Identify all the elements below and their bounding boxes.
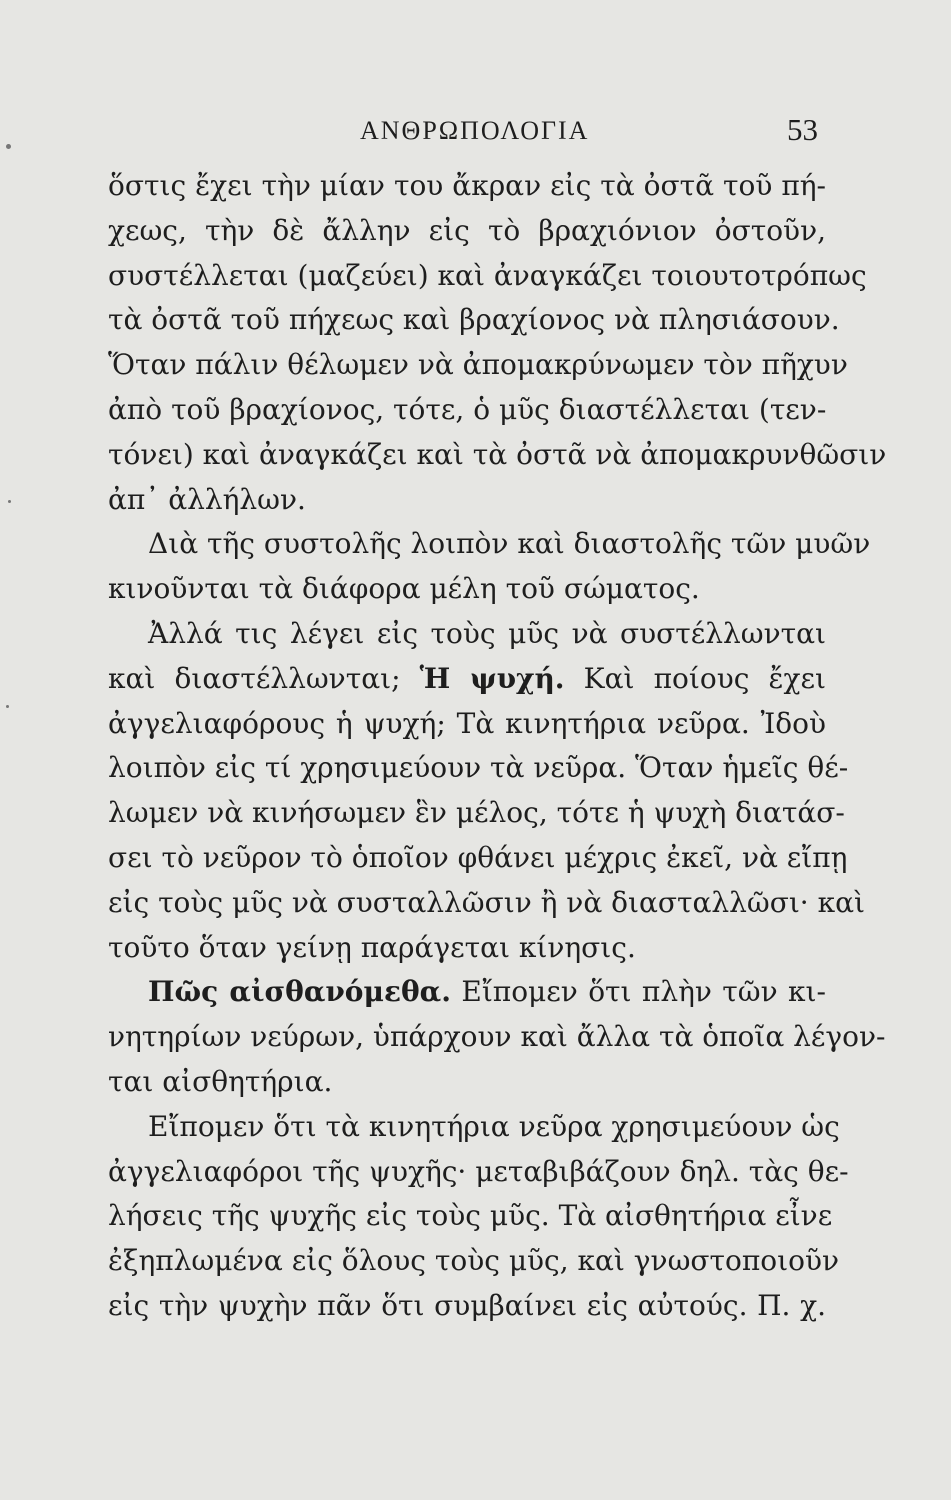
text-line: ἀγγελιαφόροι τῆς ψυχῆς· μεταβιβάζουν δηλ. τὰς θε- xyxy=(108,1154,849,1188)
text-line: εἰς τοὺς μῦς νὰ συσταλλῶσιν ἢ νὰ διασταλλῶσι· καὶ xyxy=(108,885,865,919)
text-line: τὰ ὀστᾶ τοῦ πήχεως καὶ βραχίονος νὰ πλησιάσουν. xyxy=(108,303,840,337)
text-line: κινοῦνται τὰ διάφορα μέλη τοῦ σώματος. xyxy=(108,572,700,606)
text-line: ἀπ᾽ ἀλλήλων. xyxy=(108,482,306,516)
margin-speck xyxy=(8,500,11,503)
running-head-title: ΑΝΘΡΩΠΟΛΟΓΙΑ xyxy=(360,116,590,145)
text-line: ἀπὸ τοῦ βραχίονος, τότε, ὁ μῦς διαστέλλεται (τεν- xyxy=(108,392,827,426)
paragraph xyxy=(108,164,887,522)
text-line: συστέλλεται (μαζεύει) καὶ ἀναγκάζει τοιουτοτρόπως xyxy=(108,258,867,292)
line-text: Καὶ ποίους ἔχει xyxy=(564,661,826,695)
text-line: τόνει) καὶ ἀναγκάζει καὶ τὰ ὀστᾶ νὰ ἀπομακρυνθῶσιν xyxy=(108,437,887,471)
text-line xyxy=(108,657,826,702)
text-line: Εἴπομεν ὅτι τὰ κινητήρια νεῦρα χρησιμεύουν ὡς xyxy=(148,1109,840,1143)
text-line: λήσεις τῆς ψυχῆς εἰς τοὺς μῦς. Τὰ αἰσθητήρια εἶνε xyxy=(108,1199,833,1233)
paragraph xyxy=(108,970,886,1104)
line-text: Εἴπομεν ὅτι πλὴν τῶν κι- xyxy=(450,975,826,1009)
paragraph xyxy=(108,612,865,970)
bold-phrase: Ἡ ψυχή. xyxy=(419,661,565,695)
text-line: χεως, τὴν δὲ ἄλλην εἰς τὸ βραχιόνιον ὀστοῦν, xyxy=(108,213,826,247)
text-line xyxy=(108,970,826,1015)
text-line: Διὰ τῆς συστολῆς λοιπὸν καὶ διαστολῆς τῶν μυῶν xyxy=(148,527,871,561)
text-line: Ἀλλά τις λέγει εἰς τοὺς μῦς νὰ συστέλλωνται xyxy=(148,616,826,650)
body-text xyxy=(108,164,887,1329)
text-line: ται αἰσθητήρια. xyxy=(108,1064,333,1098)
line-text: καὶ διαστέλλωνται; xyxy=(108,661,420,695)
text-line: λωμεν νὰ κινήσωμεν ἓν μέλος, τότε ἡ ψυχὴ διατάσ- xyxy=(108,796,845,830)
text-line: λοιπὸν εἰς τί χρησιμεύουν τὰ νεῦρα. Ὅταν ἡμεῖς θέ- xyxy=(108,751,849,785)
text-line: Ὅταν πάλιν θέλωμεν νὰ ἀπομακρύνωμεν τὸν πῆχυν xyxy=(108,348,848,382)
margin-speck xyxy=(6,705,9,708)
text-line: εἰς τὴν ψυχὴν πᾶν ὅτι συμβαίνει εἰς αὐτούς. Π. χ. xyxy=(108,1288,826,1322)
text-line: ἐξηπλωμένα εἰς ὅλους τοὺς μῦς, καὶ γνωστοποιοῦν xyxy=(108,1244,839,1278)
paragraph xyxy=(108,1105,849,1329)
text-line: ἀγγελιαφόρους ἡ ψυχή; Τὰ κινητήρια νεῦρα. Ἰδοὺ xyxy=(108,706,826,740)
page-number: 53 xyxy=(787,112,818,147)
text-line: τοῦτο ὅταν γείνῃ παράγεται κίνησις. xyxy=(108,930,636,964)
bold-heading: Πῶς αἰσθανόμεθα. xyxy=(148,975,451,1009)
running-head xyxy=(0,110,951,150)
text-line: νητηρίων νεύρων, ὑπάρχουν καὶ ἄλλα τὰ ὁποῖα λέγον- xyxy=(108,1020,886,1054)
text-line: ὅστις ἔχει τὴν μίαν του ἄκραν εἰς τὰ ὀστᾶ τοῦ πή- xyxy=(108,169,826,202)
text-line: σει τὸ νεῦρον τὸ ὁποῖον φθάνει μέχρις ἐκεῖ, νὰ εἴπῃ xyxy=(108,840,848,874)
paragraph xyxy=(108,522,871,612)
